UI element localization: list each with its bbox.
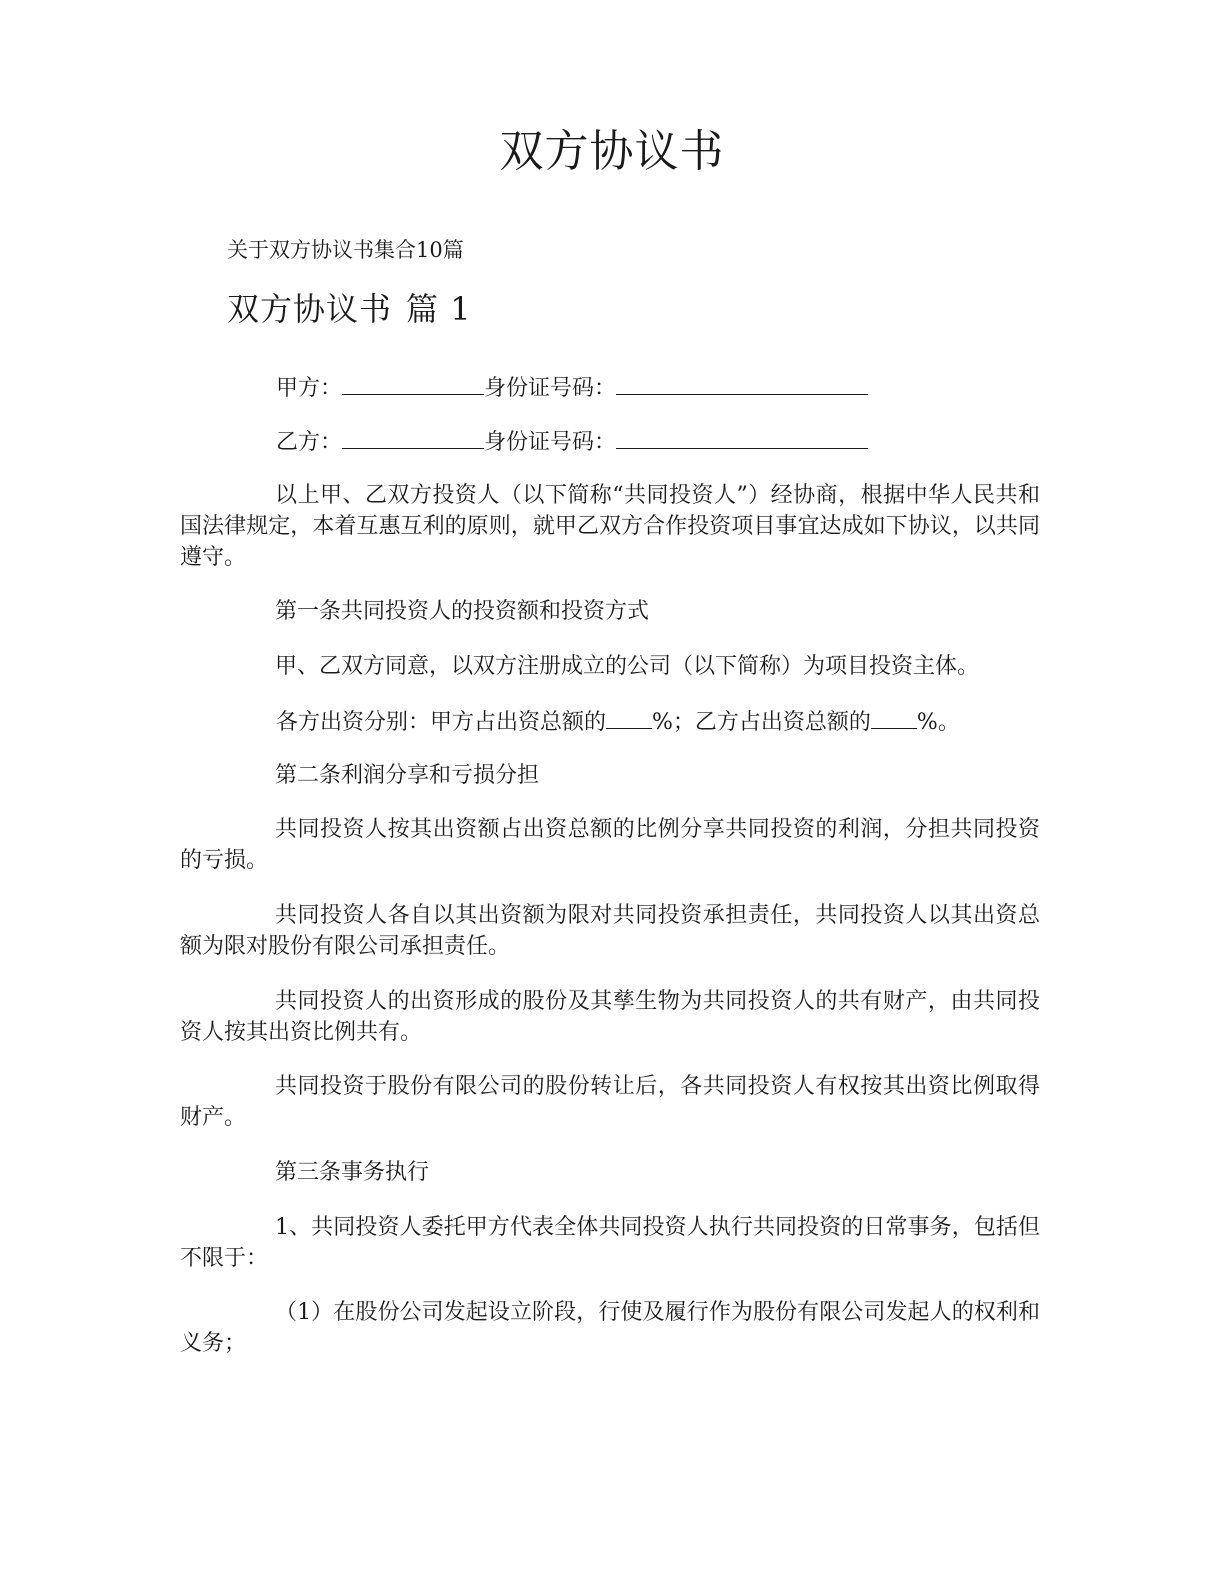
intro-paragraph: 以上甲、乙双方投资人（以下简称“共同投资人”）经协商，根据中华人民共和国法律规定，本着互惠互利的原则，就甲乙双方合作投资项目事宜达成如下协议，以共同遵守。 bbox=[180, 483, 1040, 570]
article2-heading: 第二条利润分享和亏损分担 bbox=[275, 763, 540, 788]
article2-paragraph-2: 共同投资人各自以其出资额为限对共同投资承担责任，共同投资人以其出资总额为限对股份有限公司承担责任。 bbox=[180, 903, 1040, 959]
section-heading-suffix: 篇 1 bbox=[406, 290, 472, 328]
party-b-percent-blank bbox=[871, 706, 917, 729]
party-a-name-blank bbox=[342, 372, 484, 395]
article2-paragraph-3: 共同投资人的出资形成的股份及其孳生物为共同投资人的共有财产，由共同投资人按其出资比例共有。 bbox=[180, 989, 1040, 1045]
party-a-percent-blank bbox=[606, 706, 652, 729]
document-title: 双方协议书 bbox=[499, 126, 725, 177]
party-b-label: 乙方： bbox=[276, 430, 343, 455]
article3-heading: 第三条事务执行 bbox=[275, 1160, 430, 1185]
article2-paragraph-4: 共同投资于股份有限公司的股份转让后，各共同投资人有权按其出资比例取得财产。 bbox=[180, 1074, 1040, 1130]
contribution-text-c: %。 bbox=[916, 710, 960, 735]
article1-heading: 第一条共同投资人的投资额和投资方式 bbox=[275, 599, 650, 624]
article3-paragraph-1: 1、共同投资人委托甲方代表全体共同投资人执行共同投资的日常事务，包括但不限于： bbox=[180, 1215, 1040, 1271]
document-subtitle: 关于双方协议书集合10篇 bbox=[227, 238, 464, 262]
contribution-text-b: %；乙方占出资总额的 bbox=[652, 710, 871, 735]
party-b-id-label: 身份证号码： bbox=[484, 430, 617, 455]
party-a-row bbox=[276, 372, 868, 404]
section-heading-main: 双方协议书 bbox=[227, 290, 393, 328]
party-a-id-label: 身份证号码： bbox=[484, 376, 617, 401]
contribution-text-a: 各方出资分别：甲方占出资总额的 bbox=[276, 710, 607, 735]
article2-paragraph-1: 共同投资人按其出资额占出资总额的比例分享共同投资的利润，分担共同投资的亏损。 bbox=[180, 817, 1040, 873]
article1-paragraph-2 bbox=[276, 706, 960, 738]
article1-paragraph-1: 甲、乙双方同意，以双方注册成立的公司（以下简称）为项目投资主体。 bbox=[275, 654, 980, 679]
party-b-id-blank bbox=[616, 426, 868, 449]
party-a-id-blank bbox=[616, 372, 868, 395]
party-b-name-blank bbox=[342, 426, 484, 449]
section-heading bbox=[227, 286, 472, 332]
article3-paragraph-2: （1）在股份公司发起设立阶段，行使及履行作为股份有限公司发起人的权利和义务； bbox=[180, 1300, 1040, 1356]
party-b-row bbox=[276, 426, 868, 458]
party-a-label: 甲方： bbox=[276, 376, 343, 401]
